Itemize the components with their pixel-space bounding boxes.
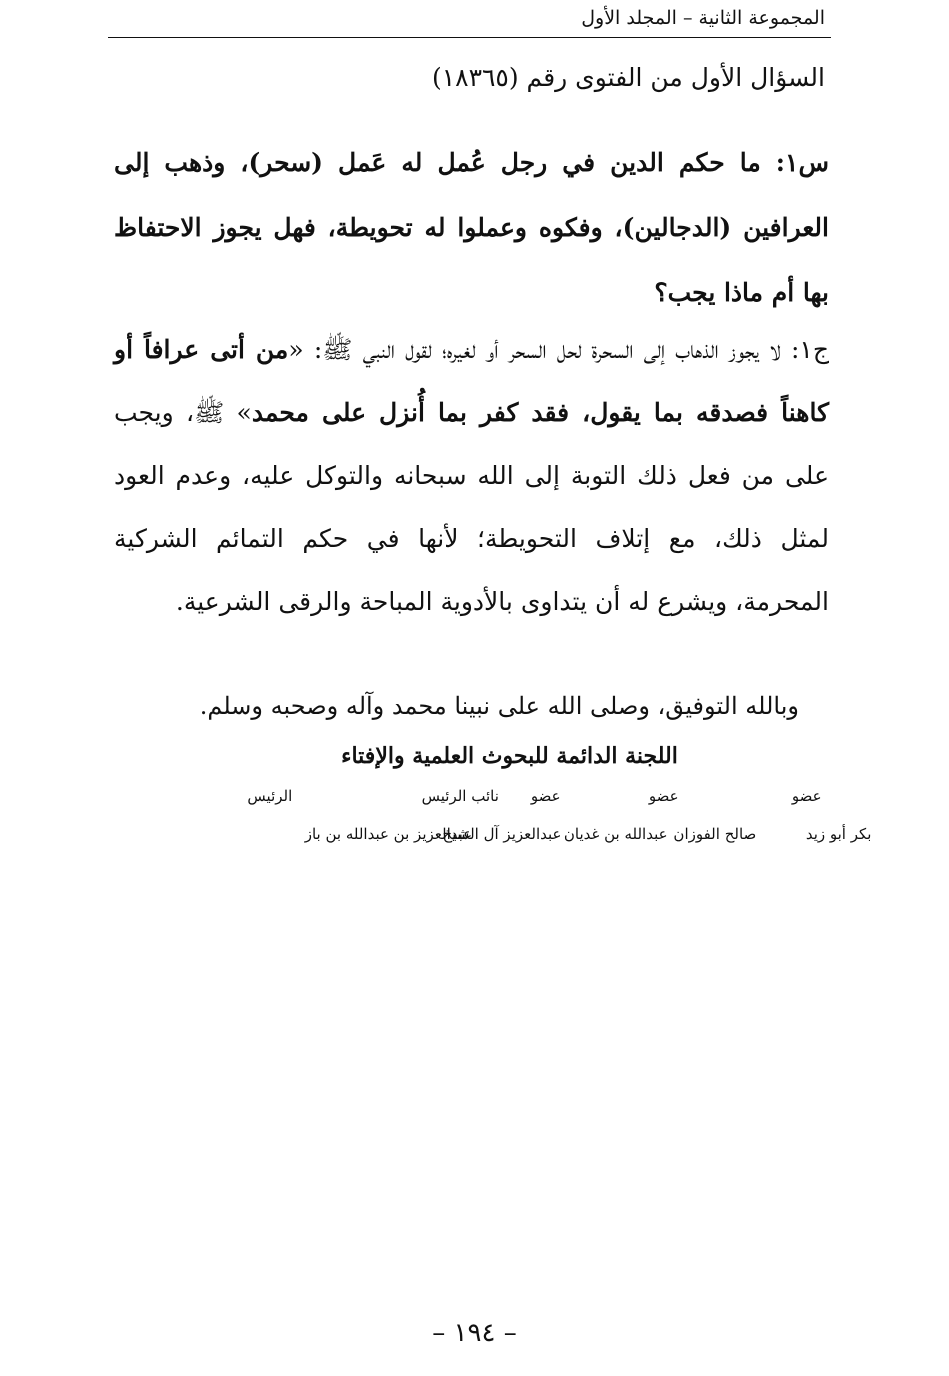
running-header: المجموعة الثانية – المجلد الأول <box>581 7 825 29</box>
answer-rest: » ﷺ، ويجب على من فعل ذلك التوبة إلى الله سبحانه والتوكل عليه، وعدم العود لمثل ذلك، مع إتلاف التحويطة؛ لأنها في حكم التمائم الشركية المحرمة، ويشرع له أن يتداوى بالأدوية المباحة والرقى الشرعية. <box>114 398 829 616</box>
answer-paragraph <box>114 318 829 633</box>
signatory-role: الرئيس <box>247 787 293 805</box>
committee-title: اللجنة الدائمة للبحوث العلمية والإفتاء <box>341 743 678 769</box>
fatwa-reference: السؤال الأول من الفتوى رقم (١٨٣٦٥) <box>431 63 825 92</box>
signatory-role: عضو <box>791 787 822 805</box>
answer-intro: ج١: لا يجوز الذهاب إلى السحرة لحل السحر أو لغيره؛ لقول النبي ﷺ: « <box>288 335 829 364</box>
signatory-role: عضو <box>648 787 679 805</box>
signatory-role: نائب الرئيس <box>421 787 499 805</box>
header-divider <box>108 37 831 38</box>
signatory-name: بكر أبو زيد <box>805 825 872 843</box>
signatory-name: صالح الفوزان <box>673 825 757 843</box>
closing-line: وبالله التوفيق، وصلى الله على نبينا محمد وآله وصحبه وسلم. <box>199 692 799 720</box>
page-number: – ١٩٤ – <box>432 1318 517 1348</box>
signatory-role: عضو <box>530 787 561 805</box>
signatory-name: عبدالعزيز بن عبدالله بن باز <box>304 825 473 843</box>
hadith-quote: من أتى عرافاً أو كاهناً فصدقه بما يقول، فقد كفر بما أُنزل على محمد <box>114 335 829 427</box>
signatory-name: عبدالله بن غديان <box>563 825 668 843</box>
question-paragraph: س١: ما حكم الدين في رجل عُمل له عَمل (سحر)، وذهب إلى العرافين (الدجالين)، وفكوه وعملوا له تحويطة، فهل يجوز الاحتفاظ بها أم ماذا يجب؟ <box>114 148 829 307</box>
signatory-name: عبدالعزيز آل الشيخ <box>442 825 562 843</box>
